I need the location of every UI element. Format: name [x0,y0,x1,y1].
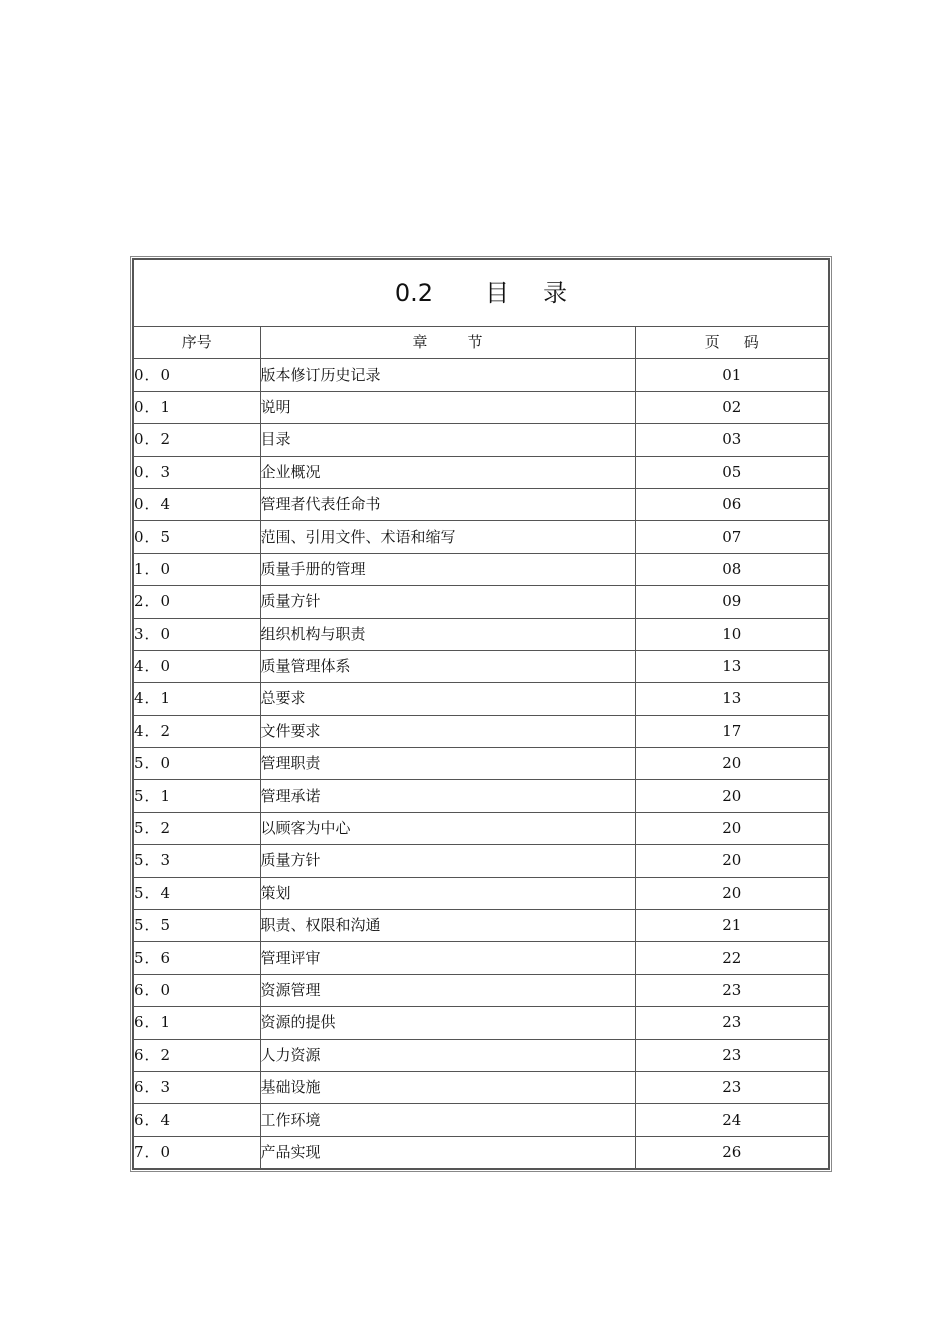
row-number: 4．0 [134,650,260,682]
row-number: 0．2 [134,424,260,456]
row-number: 2．0 [134,586,260,618]
row-page: 23 [635,1007,828,1039]
header-chapter [260,327,635,359]
row-chapter: 企业概况 [260,456,635,488]
row-chapter: 管理承诺 [260,780,635,812]
row-chapter: 质量方针 [260,845,635,877]
row-chapter: 质量手册的管理 [260,553,635,585]
row-chapter: 文件要求 [260,715,635,747]
table-row [134,683,828,715]
row-chapter: 说明 [260,391,635,423]
title-text: 目录 [485,279,602,307]
table-row [134,845,828,877]
row-number: 3．0 [134,618,260,650]
title-row [134,260,828,327]
row-page: 23 [635,974,828,1006]
row-number: 5．3 [134,845,260,877]
table-row [134,910,828,942]
row-page: 09 [635,586,828,618]
row-page: 02 [635,391,828,423]
row-page: 03 [635,424,828,456]
row-number: 5．1 [134,780,260,812]
row-number: 0．5 [134,521,260,553]
row-page: 22 [635,942,828,974]
row-number: 4．1 [134,683,260,715]
row-chapter: 人力资源 [260,1039,635,1071]
row-page: 06 [635,488,828,520]
table-row [134,780,828,812]
row-number: 5．0 [134,748,260,780]
title-number: 0.2 [394,279,434,307]
row-number: 5．4 [134,877,260,909]
table-row [134,1007,828,1039]
row-chapter: 策划 [260,877,635,909]
table-row [134,1104,828,1136]
row-number: 0．0 [134,359,260,391]
header-number-label: 序号 [181,333,212,352]
row-chapter: 职责、权限和沟通 [260,910,635,942]
table-row [134,618,828,650]
row-number: 1．0 [134,553,260,585]
table-row [134,586,828,618]
toc-frame [132,258,830,1170]
table-header-row [134,327,828,359]
row-chapter: 基础设施 [260,1071,635,1103]
row-page: 20 [635,877,828,909]
table-row [134,748,828,780]
row-number: 7．0 [134,1136,260,1168]
row-page: 20 [635,812,828,844]
table-row [134,877,828,909]
row-page: 26 [635,1136,828,1168]
row-page: 13 [635,683,828,715]
row-chapter: 质量方针 [260,586,635,618]
row-number: 6．1 [134,1007,260,1039]
row-chapter: 总要求 [260,683,635,715]
row-number: 0．4 [134,488,260,520]
table-row [134,942,828,974]
row-chapter: 范围、引用文件、术语和缩写 [260,521,635,553]
row-chapter: 产品实现 [260,1136,635,1168]
table-row [134,1136,828,1168]
table-row [134,1039,828,1071]
table-row [134,424,828,456]
header-page-label: 页码 [704,333,783,352]
row-page: 01 [635,359,828,391]
row-page: 10 [635,618,828,650]
row-chapter: 组织机构与职责 [260,618,635,650]
table-row [134,974,828,1006]
row-chapter: 资源的提供 [260,1007,635,1039]
table-row [134,553,828,585]
table-row [134,650,828,682]
page-title [134,260,828,327]
row-number: 6．3 [134,1071,260,1103]
toc-table [134,260,828,1168]
row-page: 20 [635,748,828,780]
header-number [134,327,260,359]
row-chapter: 版本修订历史记录 [260,359,635,391]
row-number: 0．3 [134,456,260,488]
table-row [134,521,828,553]
row-chapter: 管理者代表任命书 [260,488,635,520]
row-page: 20 [635,780,828,812]
row-number: 6．0 [134,974,260,1006]
table-row [134,359,828,391]
table-row [134,715,828,747]
row-page: 21 [635,910,828,942]
table-row [134,1071,828,1103]
row-page: 23 [635,1039,828,1071]
row-page: 20 [635,845,828,877]
header-chapter-label: 章节 [412,333,523,352]
table-row [134,456,828,488]
row-number: 6．4 [134,1104,260,1136]
row-number: 5．2 [134,812,260,844]
row-chapter: 以顾客为中心 [260,812,635,844]
row-number: 5．6 [134,942,260,974]
row-chapter: 质量管理体系 [260,650,635,682]
row-page: 08 [635,553,828,585]
row-page: 17 [635,715,828,747]
row-page: 13 [635,650,828,682]
row-number: 6．2 [134,1039,260,1071]
header-page [635,327,828,359]
row-page: 23 [635,1071,828,1103]
row-chapter: 管理职责 [260,748,635,780]
row-chapter: 管理评审 [260,942,635,974]
row-page: 24 [635,1104,828,1136]
row-number: 4．2 [134,715,260,747]
row-page: 05 [635,456,828,488]
table-row [134,812,828,844]
table-row [134,488,828,520]
row-chapter: 资源管理 [260,974,635,1006]
row-chapter: 工作环境 [260,1104,635,1136]
row-number: 5．5 [134,910,260,942]
toc-body [134,359,828,1168]
row-number: 0．1 [134,391,260,423]
row-chapter: 目录 [260,424,635,456]
row-page: 07 [635,521,828,553]
table-row [134,391,828,423]
